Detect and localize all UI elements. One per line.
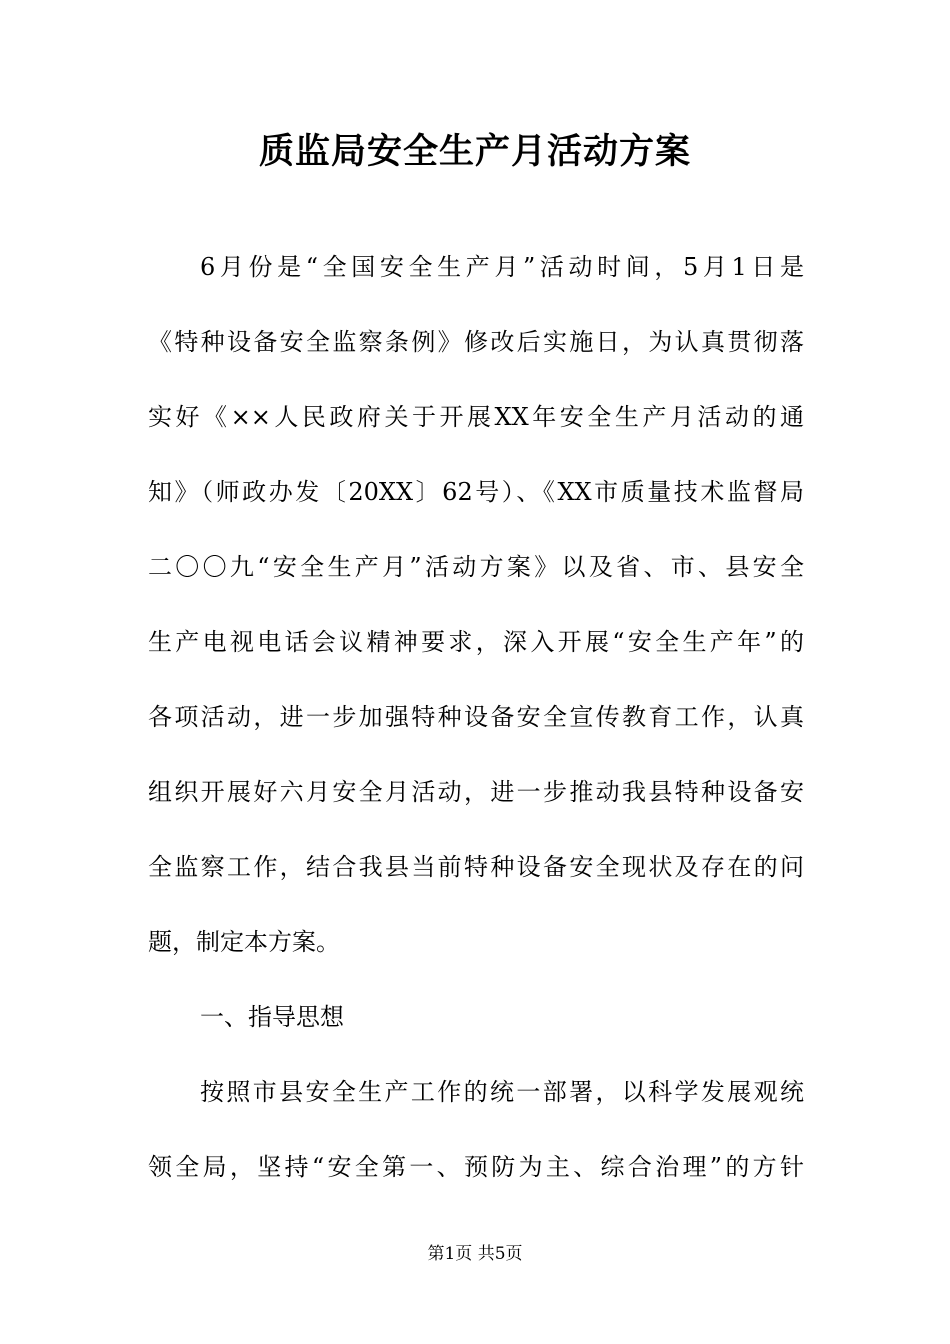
paragraph-line: 各项活动，进一步加强特种设备安全宣传教育工作，认真 <box>148 703 804 731</box>
paragraph-line: 生产电视电话会议精神要求，深入开展“安全生产年”的 <box>148 628 804 656</box>
paragraph-line: 知》（师政办发〔20XX〕62号）、《XX市质量技术监督局 <box>148 478 804 506</box>
paragraph-line: 《特种设备安全监察条例》修改后实施日，为认真贯彻落 <box>148 328 804 356</box>
page-footer: 第1页 共5页 <box>427 1244 523 1264</box>
paragraph-line: 题，制定本方案。 <box>148 928 340 956</box>
document-body <box>148 244 804 1219</box>
paragraph-line: 按照市县安全生产工作的统一部署，以科学发展观统 <box>200 1078 804 1106</box>
document-title: 质监局安全生产月活动方案 <box>258 131 691 172</box>
paragraph-line: 组织开展好六月安全月活动，进一步推动我县特种设备安 <box>148 778 804 806</box>
paragraph-line: 实好《××人民政府关于开展XX年安全生产月活动的通 <box>148 403 804 431</box>
paragraph-line: 6月份是“全国安全生产月”活动时间，5月1日是 <box>200 253 804 281</box>
paragraph-line: 二〇〇九“安全生产月”活动方案》以及省、市、县安全 <box>148 553 804 581</box>
section-heading: 一、指导思想 <box>200 1003 344 1031</box>
paragraph-line: 领全局，坚持“安全第一、预防为主、综合治理”的方针 <box>148 1153 804 1181</box>
paragraph-line: 全监察工作，结合我县当前特种设备安全现状及存在的问 <box>148 853 804 881</box>
